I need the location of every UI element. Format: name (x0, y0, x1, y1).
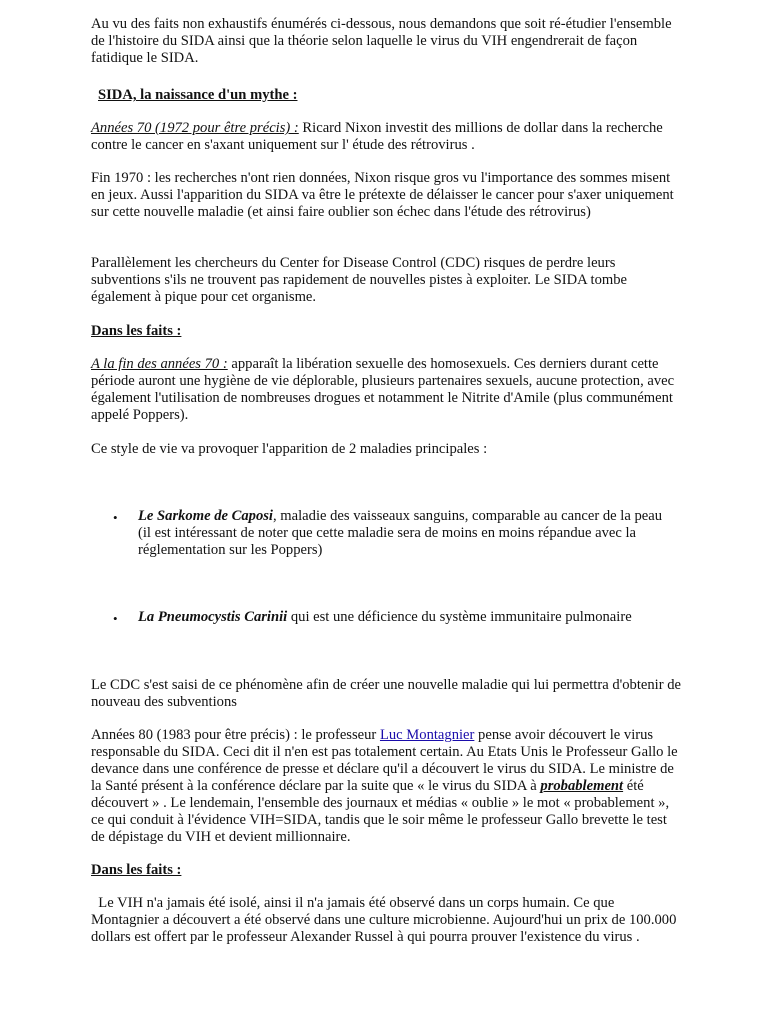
paragraph-80s (91, 727, 681, 846)
text-80s-mid: pense avoir découvert le virus responsable du SIDA. Ceci dit il n'en est pas totalement certain. Au Etats Unis le Professeur Gallo le devance dans une conférence de presse et déclare qu'il a découvert le virus du SIDA. Le ministre de la Santé présent à la conférence déclare par la suite que « le virus du SIDA à (91, 727, 678, 794)
text-70s: Ricard Nixon investit des millions de dollar dans la recherche contre le cancer en s'axant uniquement sur l' étude des rétrovirus . (91, 120, 663, 153)
paragraph-fin1970: Fin 1970 : les recherches n'ont rien données, Nixon risque gros vu l'importance des sommes misent en jeux. Aussi l'apparition du SIDA va être le prétexte de délaisser le cancer pour s'axer uniquement sur cette nouvelle maladie (et ainsi faire oublier son échec dans l'étude des rétrovirus) (91, 170, 674, 220)
label-late70s: A la fin des années 70 : (91, 356, 228, 372)
paragraph-cdc-2: Le CDC s'est saisi de ce phénomène afin de créer une nouvelle maladie qui lui permettra d'obtenir de nouveau des subventions (91, 677, 682, 710)
disease-name-1: Le Sarkome de Caposi (138, 508, 273, 524)
paragraph-late70s (91, 356, 681, 424)
intro-paragraph: Au vu des faits non exhaustifs énumérés ci-dessous, nous demandons que soit ré-étudier l'ensemble de l'histoire du SIDA ainsi que la théorie selon laquelle le virus du VIH engendrerait de façon fatidique le SIDA. (91, 16, 672, 66)
paragraph-final: Le VIH n'a jamais été isolé, ainsi il n'a jamais été observé dans un corps humain. Ce que Montagnier a découvert a été observé dans une culture microbienne. Aujourd'hui un prix de 100.000 dollars est offert par le professeur Alexander Russel à qui pourra prouver l'existence du virus . (91, 895, 681, 945)
paragraph-cdc: Parallèlement les chercheurs du Center for Disease Control (CDC) risques de perdre leurs subventions s'ils ne trouvent pas rapidement de nouvelles pistes à exploiter. Le SIDA tombe également à pique pour cet organisme. (91, 255, 628, 305)
disease-text-1: , maladie des vaisseaux sanguins, comparable au cancer de la peau (il est intéressant de noter que cette maladie sera de moins en moins répandue avec la réglementation sur les Poppers) (138, 508, 663, 558)
bullet-2: • (113, 611, 118, 626)
heading-facts-2: Dans les faits : (91, 862, 182, 878)
disease-text-2: qui est une déficience du système immunitaire pulmonaire (287, 609, 632, 625)
list-item (138, 609, 678, 626)
emphasis-probablement: probablement (540, 778, 624, 794)
heading-facts-1: Dans les faits : (91, 323, 182, 339)
montagnier-link[interactable]: Luc Montagnier (379, 727, 475, 743)
disease-name-2: La Pneumocystis Carinii (138, 609, 288, 625)
label-70s: Années 70 (1972 pour être précis) : (91, 120, 299, 136)
text-late70s: apparaît la libération sexuelle des homosexuels. Ces derniers durant cette période auront une hygiène de vie déplorable, plusieurs partenaires sexuels, aucune protection, avec également l'utilisation de nombreuses drogues et notamment le Nitrite d'Amile (plus communément appelé Poppers). (91, 356, 675, 423)
heading-myth: SIDA, la naissance d'un mythe : (98, 87, 298, 103)
list-item (138, 508, 678, 559)
paragraph-70s (91, 120, 681, 154)
paragraph-style: Ce style de vie va provoquer l'apparition de 2 maladies principales : (91, 441, 488, 457)
text-80s-post: été découvert » . Le lendemain, l'ensemble des journaux et médias « oublie » le mot « probablement », ce qui conduit à l'évidence VIH=SIDA, tandis que le soir même le professeur Gallo brevette le test de dépistage du VIH et devient millionnaire. (91, 778, 670, 845)
bullet-1: • (113, 510, 118, 525)
text-80s-pre: Années 80 (1983 pour être précis) : le professeur (91, 727, 380, 743)
